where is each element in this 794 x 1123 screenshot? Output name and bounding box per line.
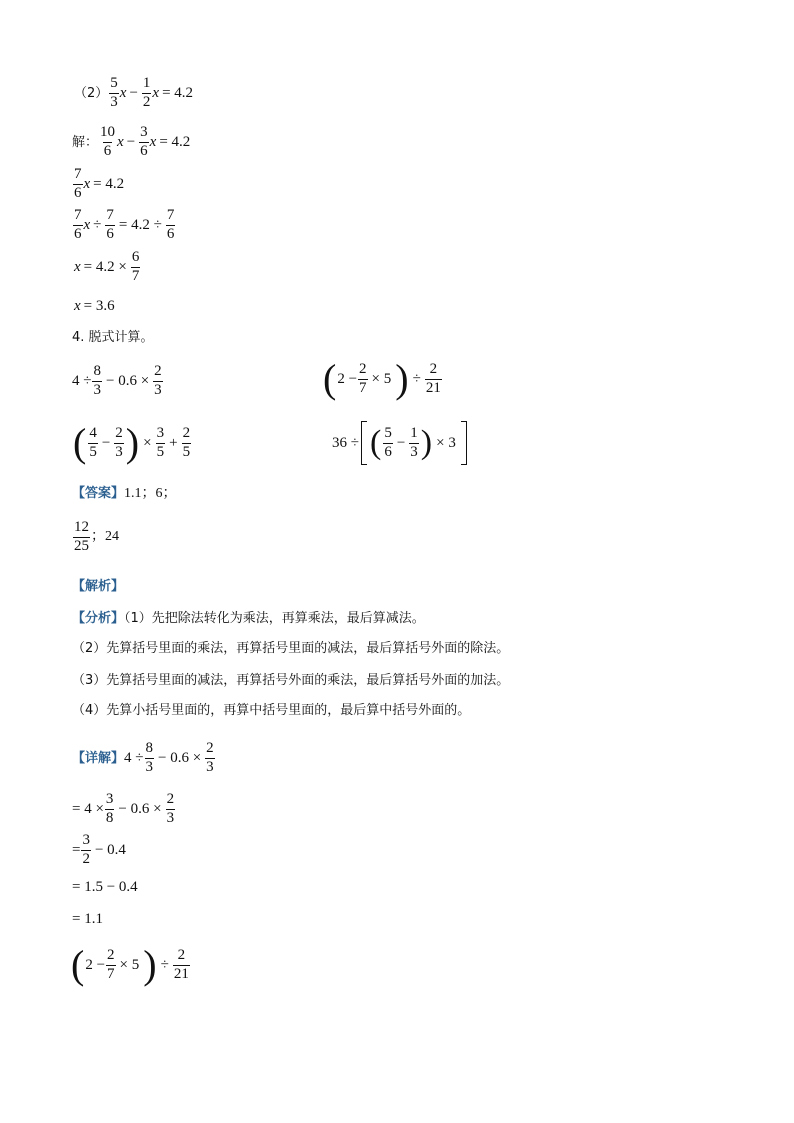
fraction: $\frac{8}{3}$ [93,363,101,398]
detail-step-2: = $\frac{3}{2}$ − 0.4 [72,832,126,867]
right-bracket [461,421,467,465]
analysis-line-3: （3）先算括号里面的减法，再算括号外面的乘法，最后算括号外面的加法。 [72,673,510,688]
fraction: $\frac{7}{6}$ [166,207,175,242]
analysis-tag: 【分析】 [72,611,125,626]
solution-step-3: 7 6 x ÷ $\frac{7}{6}$ = 4.2 ÷ $\frac{7}{6}$ [74,207,175,242]
fraction: 5 6 [384,424,392,460]
fraction: $\frac{3}{8}$ [105,791,114,826]
left-bracket [361,421,367,465]
left-paren: ( [323,356,337,401]
fraction: $\frac{2}{21}$ [425,360,441,396]
expression-2: ( 2 − $\frac{2}{7}$ × 5 ) ÷ $\frac{2}{21}$ [323,356,441,401]
fraction: $\frac{3}{2}$ [82,832,90,867]
fraction: 7 6 [74,207,82,242]
detail-next-expression: ( 2 − $\frac{2}{7}$ × 5 ) ÷ $\frac{2}{21}$ [71,942,189,987]
fraction: 12 25 [74,519,89,554]
fraction: $\frac{3}{6}$ [140,124,148,159]
fraction: $\frac{2}{3}$ [154,363,162,398]
fraction: $\frac{2}{21}$ [173,946,189,982]
fraction: 4 5 [89,424,97,460]
fraction: $\frac{2}{3}$ [115,424,123,460]
expression-1: 4 ÷ $\frac{8}{3}$ − 0.6 × $\frac{2}{3}$ [72,363,162,398]
problem-label: （2） [74,85,109,101]
analysis-line-4: （4）先算小括号里面的，再算中括号里面的，最后算中括号外面的。 [72,703,471,718]
fraction: $\frac{2}{5}$ [182,424,191,460]
fraction: $\frac{2}{7}$ [359,360,367,396]
answer-tag: 【答案】 [72,486,125,501]
fraction: $\frac{2}{3}$ [166,791,175,826]
solution-step-2: 7 6 x = 4.2 [74,166,125,201]
answer-values: 1.1；6； [124,486,177,501]
right-paren: ) [420,423,433,461]
left-paren: ( [73,420,87,465]
right-paren: ) [125,420,140,465]
detail-step-4: = 1.1 [72,911,103,927]
right-paren: ) [143,942,157,987]
fraction: 5 3 [110,75,118,110]
detail-line: 【详解】 4 ÷ $\frac{8}{3}$ − 0.6 × $\frac{2}{3}$ [72,740,214,775]
solution-step-4: x = 4.2 × $\frac{6}{7}$ [74,249,140,284]
question4-title: 4. 脱式计算。 [72,330,154,345]
expression-4: 36 ÷ ( 5 6 − $\frac{1}{3}$ ) × 3 [332,421,469,465]
answer-line-2: 12 25 ；24 [74,519,119,554]
problem2-equation: （2） 5 3 x − $\frac{1}{2}$ x = 4.2 [74,75,194,110]
expression-3: ( 4 5 − $\frac{2}{3}$ ) × $\frac{3}{5}$ + $\frac{2}{5}$ [73,420,191,465]
fraction: 7 6 [74,166,82,201]
fraction: $\frac{7}{6}$ [106,207,114,242]
fraction: $\frac{3}{5}$ [156,424,165,460]
left-paren: ( [369,423,382,461]
detail-tag: 【详解】 [72,750,125,766]
fraction: $\frac{1}{3}$ [410,424,418,460]
fraction: $\frac{8}{3}$ [145,740,153,775]
fraction: $\frac{1}{2}$ [142,75,151,110]
analysis-line-2: （2）先算括号里面的乘法，再算括号里面的减法，最后算括号外面的除法。 [72,641,510,656]
analysis-heading: 【解析】 [72,579,125,594]
fraction: $\frac{2}{7}$ [107,946,115,982]
right-paren: ) [395,356,409,401]
fraction: $\frac{6}{7}$ [131,249,140,284]
solution-label: 解： [72,134,99,150]
fraction: $\frac{2}{3}$ [206,740,214,775]
solution-step-1: 解： 10 6 x − $\frac{3}{6}$ x = 4.2 [72,124,191,159]
answer-line [72,486,177,501]
analysis-line-1: 【分析】（1）先把除法转化为乘法，再算乘法，最后算减法。 [72,611,425,626]
left-paren: ( [71,942,85,987]
detail-step-3: = 1.5 − 0.4 [72,879,138,895]
solution-step-5: x = 3.6 [74,298,115,315]
detail-step-1: = 4 × $\frac{3}{8}$ − 0.6 × $\frac{2}{3}$ [72,791,175,826]
fraction: 10 6 [100,124,116,159]
